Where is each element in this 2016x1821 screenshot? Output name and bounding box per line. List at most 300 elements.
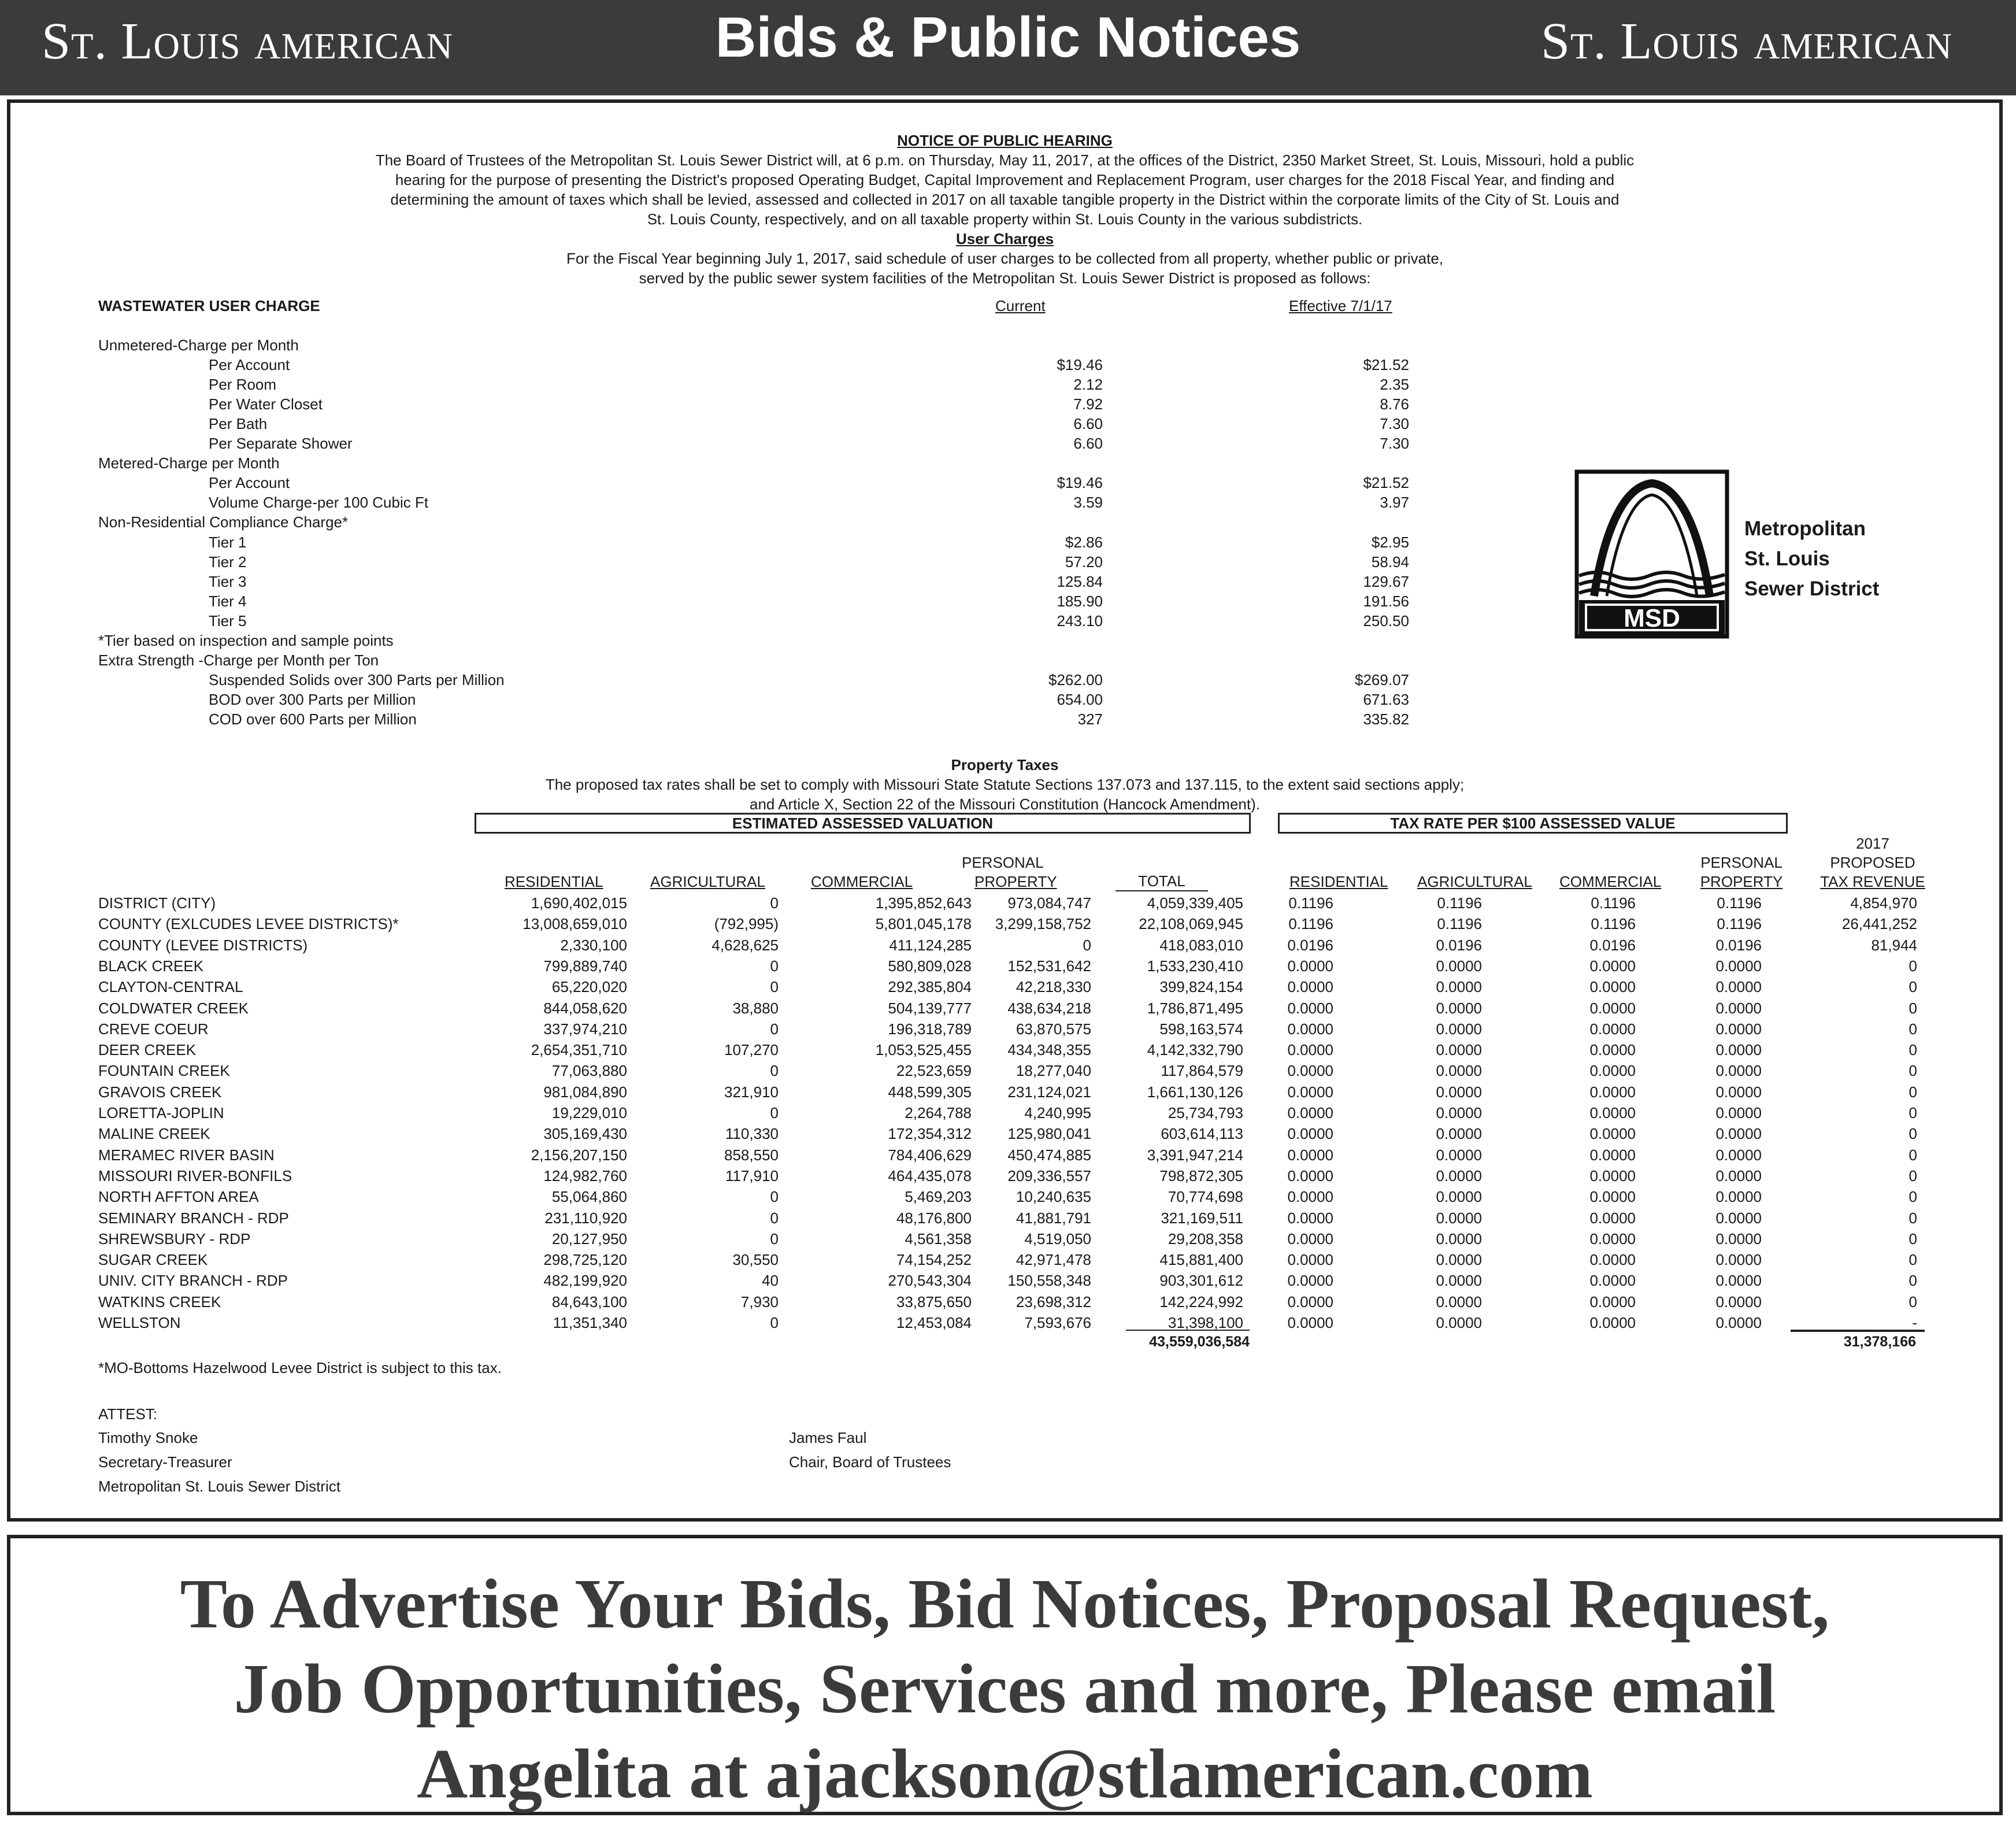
rate-personal: 0.0000 — [1715, 1314, 1762, 1331]
charge-current: 7.92 — [1073, 395, 1103, 413]
grand-total: 43,559,036,584 — [1149, 1334, 1250, 1350]
tax-revenue: 0 — [1908, 1293, 1917, 1311]
section-title: Bids & Public Notices — [715, 5, 1301, 69]
rate-commercial: 0.0000 — [1589, 1041, 1636, 1059]
rate-residential: 0.0000 — [1287, 1020, 1333, 1038]
commercial-value: 580,809,028 — [888, 957, 972, 975]
commercial-value: 33,875,650 — [896, 1293, 972, 1311]
charge-effective: $21.52 — [1363, 474, 1409, 492]
total-value: 1,786,871,495 — [1147, 999, 1243, 1017]
tax-revenue: 0 — [1908, 978, 1917, 996]
col-residential: RESIDENTIAL — [505, 873, 603, 890]
commercial-value: 270,543,304 — [888, 1272, 972, 1290]
property-taxes-intro: The proposed tax rates shall be set to comply with Missouri State Statute Sections 137.073 and 137.115, to the extent said sections apply; — [545, 776, 1465, 793]
personal-property-value: 42,218,330 — [1016, 978, 1091, 996]
residential-value: 55,064,860 — [551, 1188, 627, 1206]
property-taxes-intro: and Article X, Section 22 of the Missouri Constitution (Hancock Amendment). — [750, 795, 1260, 813]
rate-agricultural: 0.0000 — [1436, 1272, 1482, 1290]
rate-personal: 0.0000 — [1715, 999, 1762, 1017]
rate-commercial: 0.0000 — [1589, 1125, 1636, 1143]
charge-label: Tier 2 — [209, 553, 247, 571]
rate-residential: 0.0000 — [1287, 1146, 1333, 1164]
rate-commercial: 0.0000 — [1589, 1209, 1636, 1227]
residential-value: 844,058,620 — [543, 999, 627, 1017]
charge-current: 327 — [1077, 710, 1103, 728]
public-notice — [7, 99, 2003, 1522]
rate-residential: 0.0000 — [1287, 1209, 1333, 1227]
rate-commercial: 0.0000 — [1589, 1083, 1636, 1101]
residential-value: 981,084,890 — [543, 1083, 627, 1101]
intro-line: hearing for the purpose of presenting the District's proposed Operating Budget, Capital Improvement and Replacement Program, user charges for the 2018 Fiscal Year, and finding and — [395, 171, 1615, 188]
commercial-value: 464,435,078 — [888, 1167, 972, 1185]
agricultural-value: 40 — [762, 1272, 779, 1290]
total-value: 142,224,992 — [1159, 1293, 1243, 1311]
rate-residential: 0.0000 — [1287, 1314, 1333, 1331]
charge-label: Metered-Charge per Month — [98, 454, 280, 472]
col-revenue-year: 2017 — [1856, 835, 1889, 852]
agricultural-value: 0 — [770, 1104, 779, 1122]
rate-agricultural: 0.0000 — [1436, 1314, 1482, 1331]
agricultural-value: 4,628,625 — [711, 936, 779, 954]
rate-agricultural: 0.0000 — [1436, 1251, 1482, 1269]
personal-property-value: 152,531,642 — [1007, 957, 1091, 975]
charge-label: Per Separate Shower — [209, 435, 353, 453]
wastewater-heading: WASTEWATER USER CHARGE — [98, 297, 320, 314]
col-effective: Effective 7/1/17 — [1289, 297, 1392, 314]
agricultural-value: 110,330 — [725, 1125, 779, 1143]
personal-property-value: 3,299,158,752 — [995, 915, 1091, 933]
tax-row — [10, 956, 1999, 976]
rate-commercial: 0.0000 — [1589, 1230, 1636, 1248]
charge-label: COD over 600 Parts per Million — [209, 710, 417, 728]
tax-rate-box: TAX RATE PER $100 ASSESSED VALUE — [1278, 813, 1788, 834]
arch-river-icon — [1571, 466, 1895, 639]
total-value: 31,398,100 — [1168, 1314, 1243, 1331]
residential-value: 20,127,950 — [551, 1230, 627, 1248]
ad-line: Angelita at ajackson@stlamerican.com — [417, 1735, 1593, 1813]
charge-effective: 7.30 — [1380, 435, 1409, 453]
tax-revenue: 0 — [1908, 1167, 1917, 1185]
charge-label: Non-Residential Compliance Charge* — [98, 513, 349, 531]
tax-row — [10, 1270, 1999, 1291]
rate-personal: 0.0000 — [1715, 1293, 1762, 1311]
rate-agricultural: 0.0000 — [1436, 1020, 1482, 1038]
charge-current: $262.00 — [1048, 671, 1103, 689]
personal-property-value: 10,240,635 — [1016, 1188, 1091, 1206]
masthead-right: St. Louis american — [1540, 13, 1952, 70]
charge-current: 185.90 — [1057, 592, 1103, 610]
total-value: 1,661,130,126 — [1147, 1083, 1243, 1101]
rate-commercial: 0.0000 — [1589, 1272, 1636, 1290]
tax-revenue: 26,441,252 — [1841, 915, 1917, 933]
user-charges-intro: served by the public sewer system facilities of the Metropolitan St. Louis Sewer District is proposed as follows: — [639, 269, 1371, 287]
tax-revenue: 0 — [1908, 957, 1917, 975]
tax-revenue: - — [1912, 1314, 1917, 1331]
charge-row — [10, 650, 1999, 670]
rate-personal: 0.0000 — [1715, 978, 1762, 996]
rate-residential: 0.0000 — [1287, 1251, 1333, 1269]
charge-row — [10, 709, 1999, 729]
residential-value: 84,643,100 — [551, 1293, 627, 1311]
rate-agricultural: 0.1196 — [1437, 915, 1482, 933]
personal-property-value: 23,698,312 — [1016, 1293, 1091, 1311]
district-name: COLDWATER CREEK — [98, 999, 249, 1017]
agricultural-value: 107,270 — [724, 1041, 779, 1059]
charge-effective: $269.07 — [1355, 671, 1409, 689]
tax-revenue: 0 — [1908, 1104, 1917, 1122]
tax-row — [10, 998, 1999, 1019]
residential-value: 2,654,351,710 — [531, 1041, 627, 1059]
charge-label: Suspended Solids over 300 Parts per Million — [209, 671, 505, 689]
rate-residential: 0.0000 — [1287, 1167, 1333, 1185]
residential-value: 799,889,740 — [543, 957, 627, 975]
personal-property-value: 209,336,557 — [1007, 1167, 1091, 1185]
charge-effective: 250.50 — [1363, 612, 1409, 630]
property-taxes-title: Property Taxes — [951, 756, 1059, 773]
charge-current: 6.60 — [1073, 415, 1103, 433]
rate-agricultural: 0.1196 — [1437, 894, 1482, 912]
district-name: SHREWSBURY - RDP — [98, 1230, 251, 1248]
col-commercial: COMMERCIAL — [811, 873, 913, 890]
rate-residential: 0.0000 — [1287, 1062, 1333, 1080]
district-name: LORETTA-JOPLIN — [98, 1104, 224, 1122]
district-name: CREVE COEUR — [98, 1020, 209, 1038]
agricultural-value: 30,550 — [732, 1251, 779, 1269]
charge-row — [10, 355, 1999, 375]
attest-org: Metropolitan St. Louis Sewer District — [98, 1478, 341, 1495]
commercial-value: 1,395,852,643 — [875, 894, 972, 912]
rate-personal: 0.0000 — [1715, 1251, 1762, 1269]
total-value: 4,059,339,405 — [1147, 894, 1243, 912]
col-rate-agricultural: AGRICULTURAL — [1417, 873, 1532, 890]
total-value: 603,614,113 — [1161, 1125, 1243, 1143]
personal-property-value: 231,124,021 — [1007, 1083, 1091, 1101]
residential-value: 77,063,880 — [551, 1062, 627, 1080]
rate-commercial: 0.0000 — [1589, 1146, 1636, 1164]
logo-badge: MSD — [1624, 604, 1680, 632]
charge-effective: $2.95 — [1371, 533, 1409, 551]
agricultural-value: 0 — [770, 957, 779, 975]
rate-agricultural: 0.0000 — [1436, 1188, 1482, 1206]
tax-revenue: 0 — [1908, 1188, 1917, 1206]
tax-row — [10, 1060, 1999, 1081]
charge-effective: $21.52 — [1363, 356, 1409, 374]
charge-label: Volume Charge-per 100 Cubic Ft — [209, 494, 429, 512]
rate-personal: 0.0000 — [1715, 957, 1762, 975]
personal-property-value: 125,980,041 — [1007, 1125, 1091, 1143]
rate-agricultural: 0.0000 — [1436, 957, 1482, 975]
notice-title: NOTICE OF PUBLIC HEARING — [897, 132, 1113, 149]
rate-personal: 0.0000 — [1715, 1272, 1762, 1290]
agricultural-value: 0 — [770, 1209, 779, 1227]
agricultural-value: 7,930 — [740, 1293, 779, 1311]
rate-commercial: 0.1196 — [1591, 894, 1636, 912]
rate-commercial: 0.0000 — [1589, 1062, 1636, 1080]
charge-row — [10, 670, 1999, 690]
tax-row — [10, 1186, 1999, 1207]
col-current: Current — [995, 297, 1046, 314]
tax-revenue: 0 — [1908, 1146, 1917, 1164]
agricultural-value: 321,910 — [724, 1083, 779, 1101]
residential-value: 13,008,659,010 — [522, 915, 627, 933]
tax-revenue: 0 — [1908, 1062, 1917, 1080]
residential-value: 2,330,100 — [560, 936, 627, 954]
personal-property-value: 0 — [1083, 936, 1091, 954]
masthead-left: St. Louis american — [42, 13, 454, 70]
revenue-total: 31,378,166 — [1843, 1334, 1916, 1350]
rate-personal: 0.0000 — [1715, 1188, 1762, 1206]
charge-row — [10, 335, 1999, 355]
charge-label: Per Account — [209, 356, 290, 374]
commercial-value: 22,523,659 — [896, 1062, 972, 1080]
tax-row — [10, 1082, 1999, 1102]
residential-value: 19,229,010 — [551, 1104, 627, 1122]
charge-effective: 335.82 — [1363, 710, 1409, 728]
total-value: 1,533,230,410 — [1147, 957, 1243, 975]
footnote: *MO-Bottoms Hazelwood Levee District is subject to this tax. — [98, 1359, 502, 1376]
tax-row — [10, 1019, 1999, 1039]
total-value: 598,163,574 — [1159, 1020, 1243, 1038]
total-value: 3,391,947,214 — [1147, 1146, 1243, 1164]
rate-residential: 0.0000 — [1287, 978, 1333, 996]
personal-property-value: 434,348,355 — [1007, 1041, 1091, 1059]
tax-row — [10, 913, 1999, 934]
rate-agricultural: 0.0000 — [1436, 1146, 1482, 1164]
total-rule — [1126, 1330, 1250, 1331]
ad-line: Job Opportunities, Services and more, Please email — [234, 1650, 1776, 1728]
charge-effective: 671.63 — [1363, 690, 1409, 708]
personal-property-value: 150,558,348 — [1007, 1272, 1091, 1290]
rate-commercial: 0.0000 — [1589, 999, 1636, 1017]
charge-current: $2.86 — [1065, 533, 1103, 551]
district-name: NORTH AFFTON AREA — [98, 1188, 259, 1206]
logo-line-1: Metropolitan — [1744, 517, 1866, 540]
user-charges-title: User Charges — [955, 230, 1054, 247]
advertise-text — [10, 1561, 1999, 1816]
estimated-valuation-box: ESTIMATED ASSESSED VALUATION — [475, 813, 1251, 834]
tax-row — [10, 1165, 1999, 1186]
agricultural-value: 0 — [770, 894, 779, 912]
district-name: DEER CREEK — [98, 1041, 197, 1059]
district-name: UNIV. CITY BRANCH - RDP — [98, 1272, 288, 1290]
tax-row — [10, 893, 1999, 913]
residential-value: 298,725,120 — [543, 1251, 627, 1269]
rate-commercial: 0.0196 — [1589, 936, 1636, 954]
personal-property-value: 438,634,218 — [1007, 999, 1091, 1017]
tax-row — [10, 1249, 1999, 1270]
rate-personal: 0.0000 — [1715, 1083, 1762, 1101]
rate-agricultural: 0.0000 — [1436, 1041, 1482, 1059]
residential-value: 11,351,340 — [553, 1314, 627, 1331]
charge-current: 125.84 — [1057, 572, 1103, 590]
commercial-value: 5,801,045,178 — [875, 915, 972, 933]
charge-label: Extra Strength -Charge per Month per Ton — [98, 651, 379, 669]
rate-residential: 0.0000 — [1287, 1188, 1333, 1206]
rate-agricultural: 0.0000 — [1436, 1293, 1482, 1311]
intro-line: The Board of Trustees of the Metropolitan St. Louis Sewer District will, at 6 p.m. on Thursday, May 11, 2017, at the offices of the District, 2350 Market Street, St. Louis, Missouri, hold a public — [375, 151, 1635, 169]
chair-title: Chair, Board of Trustees — [789, 1453, 951, 1471]
personal-property-value: 18,277,040 — [1016, 1062, 1091, 1080]
rate-residential: 0.0000 — [1287, 957, 1333, 975]
total-value: 798,872,305 — [1159, 1167, 1243, 1185]
charge-effective: 2.35 — [1380, 376, 1409, 394]
commercial-value: 504,139,777 — [888, 999, 972, 1017]
tax-row — [10, 935, 1999, 956]
agricultural-value: 858,550 — [724, 1146, 779, 1164]
tax-revenue: 0 — [1908, 1230, 1917, 1248]
rate-residential: 0.0196 — [1287, 936, 1333, 954]
charge-label: *Tier based on inspection and sample points — [98, 631, 394, 649]
total-value: 415,881,400 — [1159, 1251, 1243, 1269]
intro-line: St. Louis County, respectively, and on all taxable property within St. Louis County in the various subdistricts. — [647, 210, 1363, 228]
commercial-value: 48,176,800 — [896, 1209, 972, 1227]
col-total: TOTAL — [1116, 872, 1208, 891]
tax-revenue: 0 — [1908, 1020, 1917, 1038]
user-charges-intro: For the Fiscal Year beginning July 1, 2017, said schedule of user charges to be collected from all property, whether public or private, — [566, 250, 1444, 267]
rate-personal: 0.0000 — [1715, 1041, 1762, 1059]
advertise-box — [7, 1535, 2003, 1815]
charge-label: Per Water Closet — [209, 395, 323, 413]
charge-label: BOD over 300 Parts per Million — [209, 690, 416, 708]
rate-commercial: 0.0000 — [1589, 1314, 1636, 1331]
tax-revenue: 0 — [1908, 1251, 1917, 1269]
tax-row — [10, 1312, 1999, 1333]
residential-value: 482,199,920 — [543, 1272, 627, 1290]
rate-residential: 0.0000 — [1287, 1125, 1333, 1143]
attest-title: Secretary-Treasurer — [98, 1453, 232, 1471]
rate-commercial: 0.0000 — [1589, 957, 1636, 975]
personal-property-value: 450,474,885 — [1007, 1146, 1091, 1164]
commercial-value: 74,154,252 — [896, 1251, 972, 1269]
residential-value: 305,169,430 — [543, 1125, 627, 1143]
tax-row — [10, 1123, 1999, 1144]
rate-personal: 0.0196 — [1715, 936, 1762, 954]
commercial-value: 4,561,358 — [905, 1230, 972, 1248]
tax-revenue: 81,944 — [1871, 936, 1917, 954]
rate-residential: 0.0000 — [1287, 1293, 1333, 1311]
personal-property-value: 4,240,995 — [1024, 1104, 1091, 1122]
personal-property-value: 7,593,676 — [1024, 1314, 1091, 1331]
charge-current: $19.46 — [1057, 356, 1103, 374]
rate-agricultural: 0.0000 — [1436, 978, 1482, 996]
commercial-value: 411,124,285 — [889, 936, 972, 954]
logo-line-2: St. Louis — [1744, 547, 1830, 570]
personal-property-value: 63,870,575 — [1016, 1020, 1091, 1038]
revenue-total-rule — [1791, 1330, 1925, 1332]
ad-line: To Advertise Your Bids, Bid Notices, Proposal Request, — [180, 1565, 1830, 1643]
tax-row — [10, 1208, 1999, 1228]
district-name: MERAMEC RIVER BASIN — [98, 1146, 275, 1164]
commercial-value: 2,264,788 — [905, 1104, 972, 1122]
rate-agricultural: 0.0000 — [1436, 1167, 1482, 1185]
agricultural-value: 0 — [770, 1314, 779, 1331]
district-name: SEMINARY BRANCH - RDP — [98, 1209, 289, 1227]
tax-revenue: 0 — [1908, 999, 1917, 1017]
logo-line-3: Sewer District — [1744, 578, 1880, 600]
rate-agricultural: 0.0000 — [1436, 1209, 1482, 1227]
rate-agricultural: 0.0196 — [1436, 936, 1482, 954]
district-name: GRAVOIS CREEK — [98, 1083, 222, 1101]
charge-row — [10, 375, 1999, 394]
tax-revenue: 0 — [1908, 1041, 1917, 1059]
tax-row — [10, 1291, 1999, 1312]
district-name: MALINE CREEK — [98, 1125, 210, 1143]
charge-effective: 191.56 — [1363, 592, 1409, 610]
district-name: SUGAR CREEK — [98, 1251, 208, 1269]
charge-label: Per Bath — [209, 415, 268, 433]
total-value: 4,142,332,790 — [1147, 1041, 1243, 1059]
tax-row — [10, 976, 1999, 997]
residential-value: 65,220,020 — [551, 978, 627, 996]
charge-row — [10, 414, 1999, 434]
rate-personal: 0.0000 — [1715, 1209, 1762, 1227]
district-name: WATKINS CREEK — [98, 1293, 221, 1311]
intro-line: determining the amount of taxes which shall be levied, assessed and collected in 2017 on all taxable tangible property in the District within the corporate limits of the City of St. Louis and — [390, 191, 1620, 208]
residential-value: 337,974,210 — [543, 1020, 627, 1038]
rate-residential: 0.1196 — [1288, 915, 1333, 933]
charge-effective: 3.97 — [1380, 494, 1409, 512]
rate-personal: 0.1196 — [1717, 894, 1762, 912]
rate-agricultural: 0.0000 — [1436, 1125, 1482, 1143]
col-personal-2: PROPERTY — [974, 873, 1057, 890]
district-name: COUNTY (EXLCUDES LEVEE DISTRICTS)* — [98, 915, 399, 933]
rate-residential: 0.0000 — [1287, 1104, 1333, 1122]
tax-row — [10, 1039, 1999, 1060]
rate-commercial: 0.0000 — [1589, 1104, 1636, 1122]
attest-name: Timothy Snoke — [98, 1429, 198, 1446]
rate-residential: 0.0000 — [1287, 1041, 1333, 1059]
tax-revenue: 4,854,970 — [1850, 894, 1917, 912]
rate-residential: 0.0000 — [1287, 1083, 1333, 1101]
rate-personal: 0.0000 — [1715, 1104, 1762, 1122]
col-rate-residential: RESIDENTIAL — [1289, 873, 1388, 890]
rate-personal: 0.1196 — [1717, 915, 1762, 933]
charge-current: 2.12 — [1073, 376, 1103, 394]
charge-label: Per Account — [209, 474, 290, 492]
tax-row — [10, 1228, 1999, 1249]
residential-value: 231,110,920 — [544, 1209, 627, 1227]
rate-agricultural: 0.0000 — [1436, 1104, 1482, 1122]
rate-agricultural: 0.0000 — [1436, 1062, 1482, 1080]
district-name: CLAYTON-CENTRAL — [98, 978, 243, 996]
total-value: 117,864,579 — [1161, 1062, 1243, 1080]
msd-logo — [1571, 466, 1895, 639]
residential-value: 2,156,207,150 — [531, 1146, 627, 1164]
agricultural-value: 0 — [770, 978, 779, 996]
tax-revenue: 0 — [1908, 1209, 1917, 1227]
rate-commercial: 0.0000 — [1589, 1167, 1636, 1185]
charge-label: Tier 5 — [209, 612, 247, 630]
charge-label: Per Room — [209, 376, 277, 394]
agricultural-value: 117,910 — [725, 1167, 779, 1185]
rate-residential: 0.0000 — [1287, 1272, 1333, 1290]
col-rate-personal-2: PROPERTY — [1700, 873, 1783, 890]
tax-revenue: 0 — [1908, 1272, 1917, 1290]
district-name: COUNTY (LEVEE DISTRICTS) — [98, 936, 308, 954]
total-value: 29,208,358 — [1168, 1230, 1243, 1248]
wastewater-header-row — [10, 296, 1999, 316]
charge-label: Unmetered-Charge per Month — [98, 336, 299, 354]
total-value: 903,301,612 — [1159, 1272, 1243, 1290]
agricultural-value: 0 — [770, 1062, 779, 1080]
charge-effective: 129.67 — [1363, 572, 1409, 590]
residential-value: 124,982,760 — [543, 1167, 627, 1185]
charge-current: $19.46 — [1057, 474, 1103, 492]
district-name: BLACK CREEK — [98, 957, 204, 975]
charge-current: 6.60 — [1073, 435, 1103, 453]
commercial-value: 172,354,312 — [888, 1125, 972, 1143]
col-rate-commercial: COMMERCIAL — [1559, 873, 1662, 890]
